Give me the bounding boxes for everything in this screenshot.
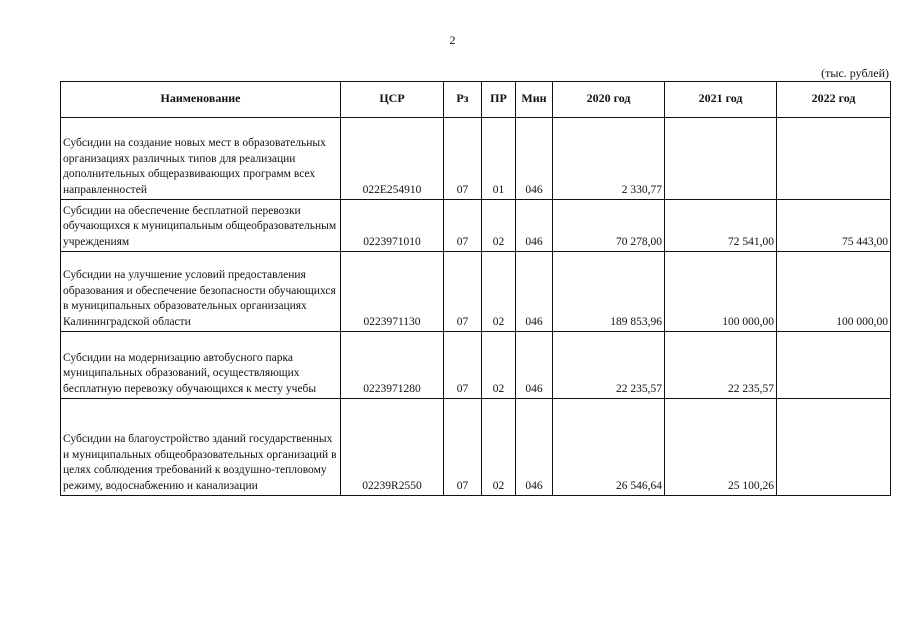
row-amount-2020: 22 235,57 [553, 332, 665, 399]
row-amount-2020: 189 853,96 [553, 252, 665, 332]
row-csr: 0223971010 [341, 200, 444, 252]
row-csr: 0223971280 [341, 332, 444, 399]
row-name: Субсидии на обеспечение бесплатной перевозки обучающихся к муниципальным общеобразовательным учреждениям [61, 200, 341, 252]
table-row [61, 399, 891, 496]
row-amount-2020: 2 330,77 [553, 118, 665, 200]
header-row [61, 82, 891, 118]
units-label: (тыс. рублей) [821, 66, 889, 80]
header-pr: ПР [482, 82, 516, 118]
row-min: 046 [516, 399, 553, 496]
row-amount-2021 [665, 118, 777, 200]
row-amount-2021: 100 000,00 [665, 252, 777, 332]
header-csr: ЦСР [341, 82, 444, 118]
row-pr: 01 [482, 118, 516, 200]
row-amount-2022 [777, 399, 891, 496]
header-rz: Рз [444, 82, 482, 118]
row-amount-2022 [777, 332, 891, 399]
page-number: 2 [449, 33, 456, 47]
table-row [61, 118, 891, 200]
row-amount-2021: 72 541,00 [665, 200, 777, 252]
row-name: Субсидии на создание новых мест в образовательных организациях различных типов для реализации дополнительных общеразвивающих программ всех направленностей [61, 118, 341, 200]
table-row [61, 252, 891, 332]
row-pr: 02 [482, 200, 516, 252]
row-amount-2022: 100 000,00 [777, 252, 891, 332]
row-amount-2022 [777, 118, 891, 200]
header-2022: 2022 год [777, 82, 891, 118]
header-2020: 2020 год [553, 82, 665, 118]
row-rz: 07 [444, 200, 482, 252]
row-amount-2020: 70 278,00 [553, 200, 665, 252]
row-amount-2022: 75 443,00 [777, 200, 891, 252]
row-rz: 07 [444, 332, 482, 399]
header-min: Мин [516, 82, 553, 118]
table-row [61, 332, 891, 399]
row-name: Субсидии на модернизацию автобусного парка муниципальных образований, осуществляющих бесплатную перевозку обучающихся к месту учебы [61, 332, 341, 399]
row-csr: 0223971130 [341, 252, 444, 332]
row-rz: 07 [444, 118, 482, 200]
header-name: Наименование [61, 82, 341, 118]
header-2021: 2021 год [665, 82, 777, 118]
row-csr: 022E254910 [341, 118, 444, 200]
table-row [61, 200, 891, 252]
row-pr: 02 [482, 332, 516, 399]
row-min: 046 [516, 332, 553, 399]
row-pr: 02 [482, 399, 516, 496]
row-amount-2020: 26 546,64 [553, 399, 665, 496]
row-rz: 07 [444, 252, 482, 332]
row-min: 046 [516, 118, 553, 200]
row-amount-2021: 25 100,26 [665, 399, 777, 496]
row-amount-2021: 22 235,57 [665, 332, 777, 399]
row-min: 046 [516, 200, 553, 252]
budget-table [60, 81, 891, 496]
row-csr: 02239R2550 [341, 399, 444, 496]
row-name: Субсидии на улучшение условий предоставления образования и обеспечение безопасности обучающихся в муниципальных образовательных организациях Калининградской области [61, 252, 341, 332]
row-name: Субсидии на благоустройство зданий государственных и муниципальных общеобразовательных организаций в целях соблюдения требований к воздушно-тепловому режиму, водоснабжению и канализации [61, 399, 341, 496]
row-rz: 07 [444, 399, 482, 496]
row-pr: 02 [482, 252, 516, 332]
row-min: 046 [516, 252, 553, 332]
